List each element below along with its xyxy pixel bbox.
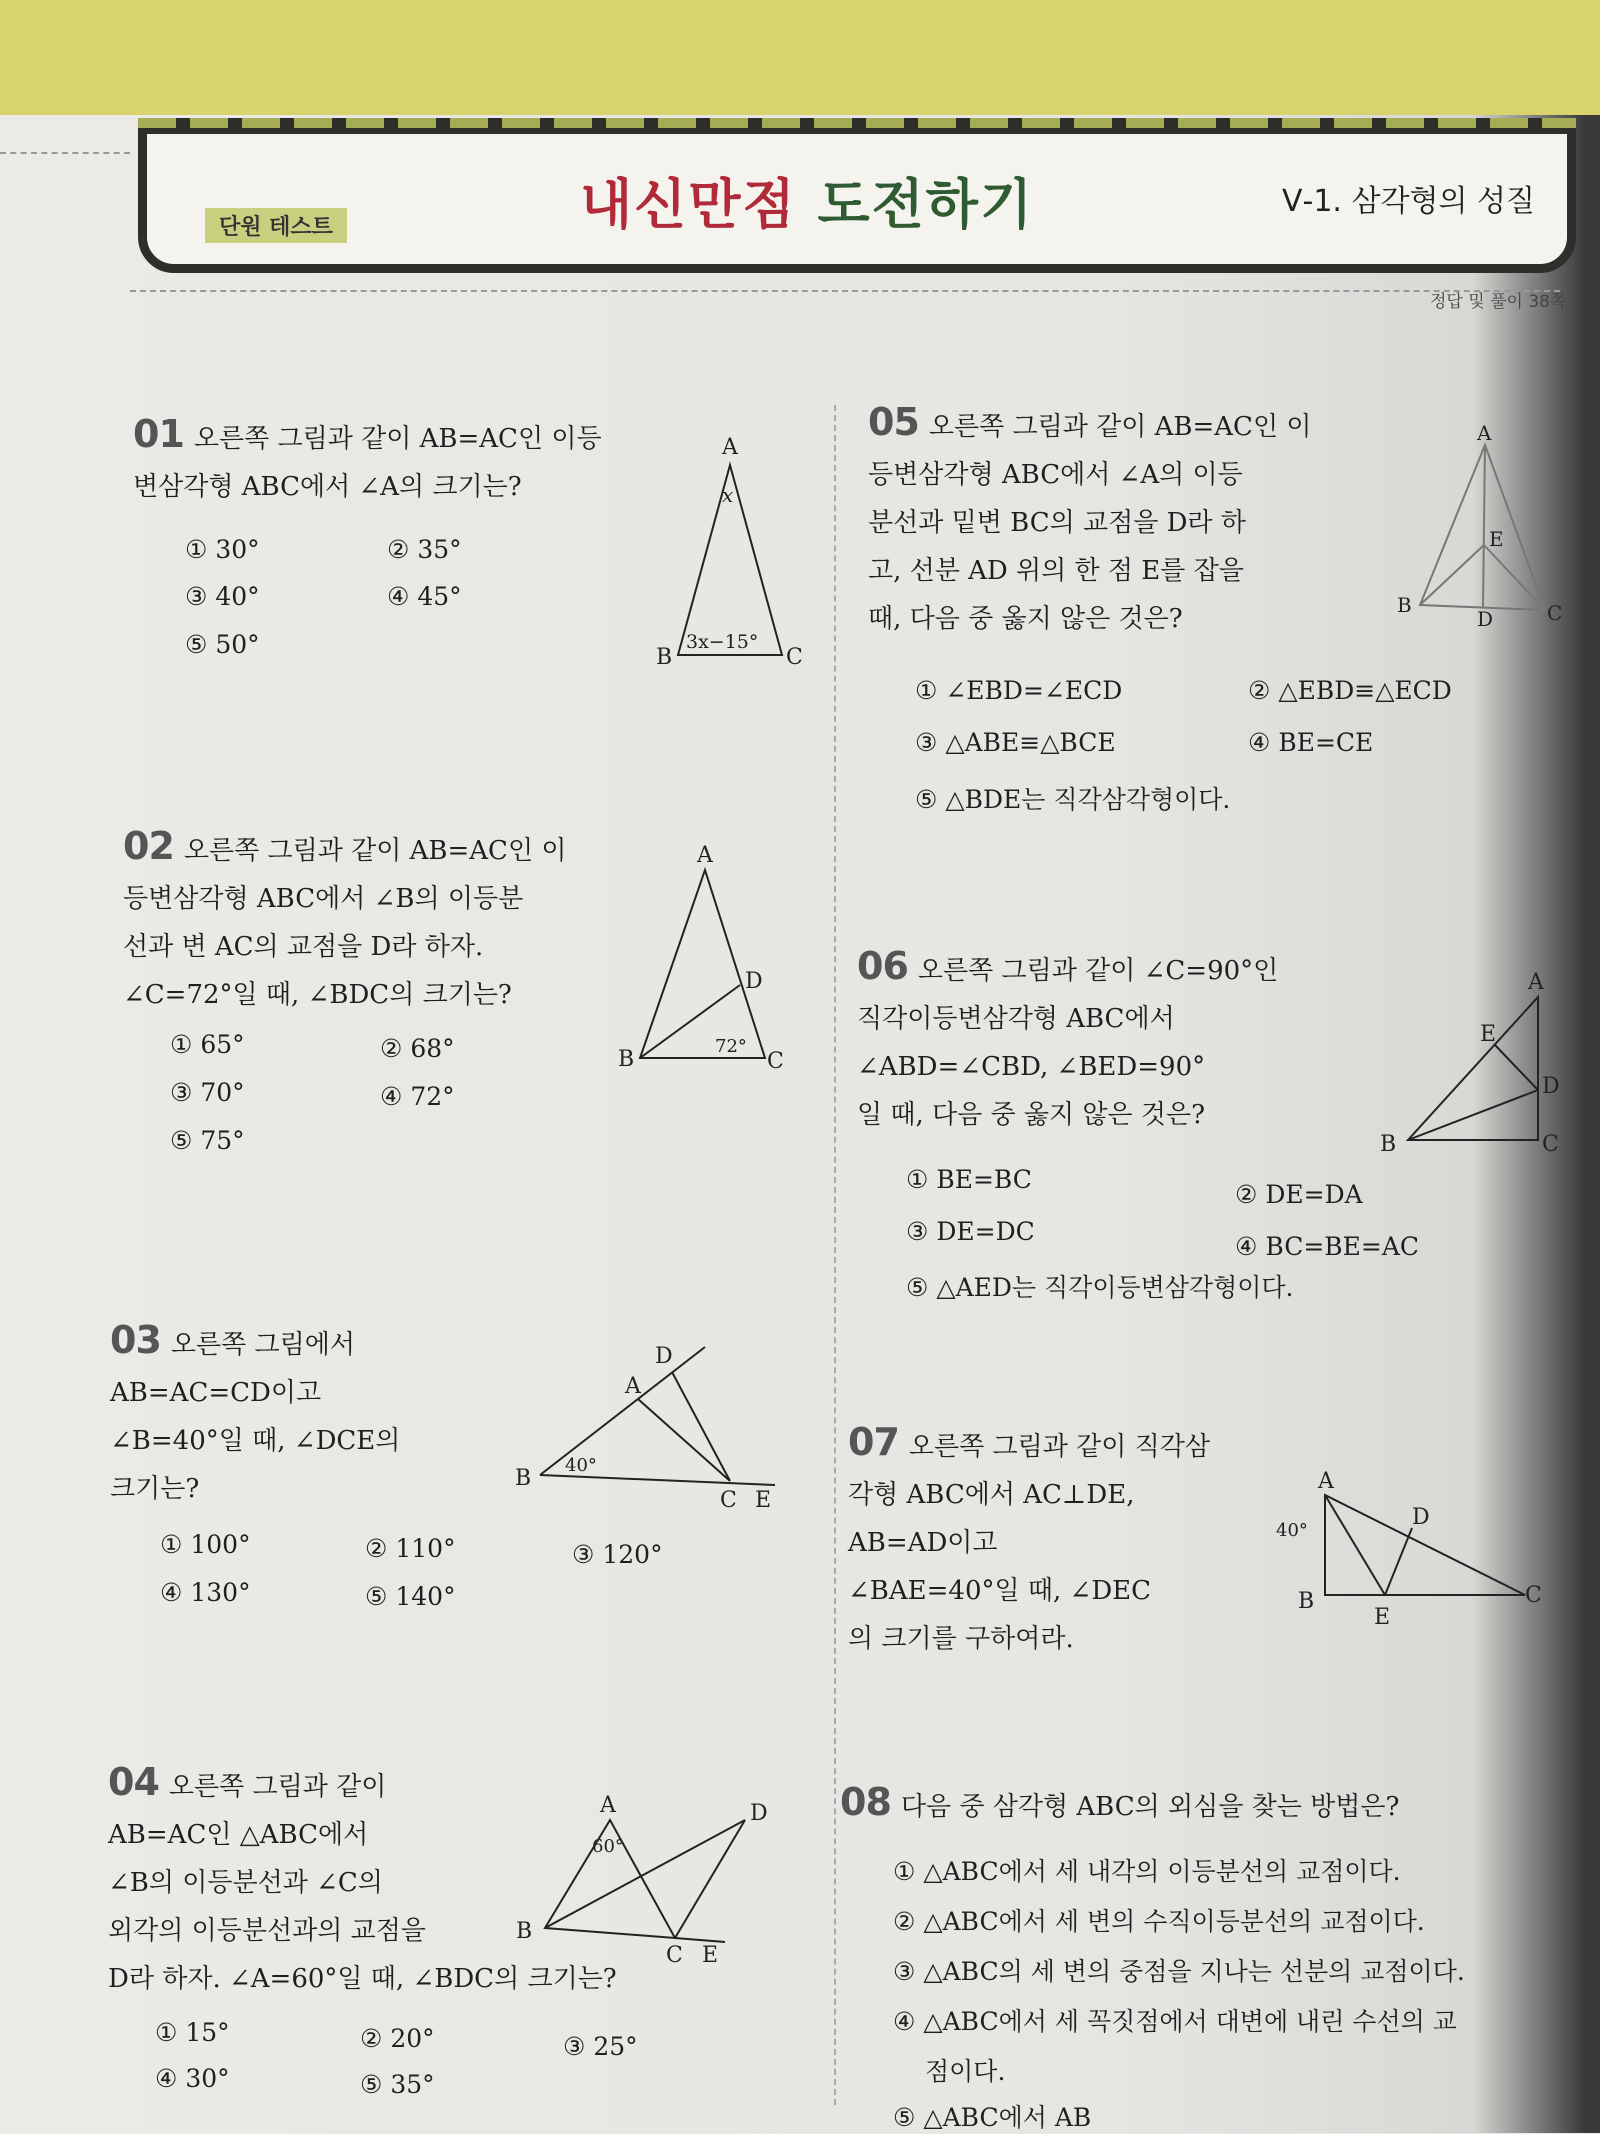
label-angle: 3x−15°: [686, 631, 759, 653]
question-text: 오른쪽 그림과 같이 AB=AC인 이 등변삼각형 ABC에서 ∠B의 이등분 선과 변 AC의 교점을 D라 하자. ∠C=72°일 때, ∠BDC의 크기는?: [123, 836, 567, 1010]
segment-ce: [1484, 545, 1545, 610]
option-4[interactable]: ④ 130°: [160, 1578, 251, 1607]
option-1[interactable]: ① 15°: [155, 2018, 230, 2047]
label-a: A: [697, 843, 713, 868]
option-4[interactable]: ④ 30°: [155, 2064, 230, 2093]
option-4[interactable]: ④ 45°: [387, 582, 462, 611]
option-1[interactable]: ① 100°: [160, 1530, 251, 1559]
option-1[interactable]: ① △ABC에서 세 내각의 이등분선의 교점이다.: [893, 1857, 1401, 1886]
ray-be: [540, 1475, 775, 1485]
option-3[interactable]: ③ 25°: [563, 2032, 638, 2061]
label-c: C: [1547, 601, 1563, 625]
label-angle: 40°: [1276, 1520, 1308, 1541]
question-number: 02: [123, 824, 174, 868]
label-b: B: [515, 1466, 532, 1491]
label-b: B: [516, 1919, 533, 1944]
label-d: D: [1477, 607, 1494, 630]
option-4[interactable]: ④ 72°: [380, 1082, 455, 1111]
option-4[interactable]: ④ BE=CE: [1248, 728, 1374, 757]
question-06: [857, 942, 1377, 1139]
question-number: 05: [868, 400, 919, 444]
label-angle: 60°: [592, 1836, 624, 1857]
figure-q03: [510, 1335, 810, 1515]
label-e: E: [702, 1943, 719, 1968]
question-number: 06: [857, 944, 908, 988]
bisector-bd: [545, 1820, 745, 1928]
option-5[interactable]: ⑤ 35°: [360, 2070, 435, 2099]
question-text: 오른쪽 그림과 같이 ∠C=90°인 직각이등변삼각형 ABC에서 ∠ABD=∠CBD, ∠BED=90° 일 때, 다음 중 옳지 않은 것은?: [857, 956, 1279, 1130]
question-text: 오른쪽 그림과 같이 AB=AC인 △ABC에서 ∠B의 이등분선과 ∠C의 외각의 이등분선과의 교점을 D라 하자. ∠A=60°일 때, ∠BDC의 크기는?: [108, 1772, 617, 1994]
label-c: C: [666, 1943, 683, 1968]
option-4-continued: 점이다.: [925, 2057, 1006, 2086]
label-c: C: [720, 1488, 737, 1513]
question-text: 오른쪽 그림에서 AB=AC=CD이고 ∠B=40°일 때, ∠DCE의 크기는?: [110, 1330, 401, 1504]
question-03: [110, 1316, 490, 1513]
label-c: C: [1542, 1132, 1559, 1157]
question-number: 07: [848, 1420, 899, 1464]
label-a: A: [722, 435, 738, 460]
label-b: B: [1298, 1589, 1315, 1614]
label-c: C: [1525, 1583, 1542, 1608]
label-d: D: [655, 1344, 673, 1369]
left-dash-rule: [0, 152, 130, 154]
title-part-1: 내신만점: [580, 173, 797, 236]
question-number: 01: [133, 412, 184, 456]
option-2[interactable]: ② 68°: [380, 1034, 455, 1063]
option-5[interactable]: ⑤ 50°: [185, 630, 260, 659]
question-07: [848, 1418, 1268, 1663]
option-1[interactable]: ① ∠EBD=∠ECD: [915, 676, 1123, 705]
label-a: A: [1528, 970, 1544, 995]
label-a: A: [1477, 421, 1492, 445]
question-text: 다음 중 삼각형 ABC의 외심을 찾는 방법은?: [900, 1792, 1400, 1822]
label-e: E: [755, 1488, 772, 1513]
question-05: [868, 398, 1388, 643]
option-2[interactable]: ② △ABC에서 세 변의 수직이등분선의 교점이다.: [893, 1907, 1425, 1936]
segment-be: [1420, 545, 1484, 605]
header-stripe: [138, 118, 1576, 128]
label-b: B: [1397, 593, 1412, 617]
label-e: E: [1480, 1022, 1497, 1047]
option-3[interactable]: ③ 70°: [170, 1078, 245, 1107]
perpendicular-de: [1495, 1045, 1538, 1090]
extension-ce: [675, 1938, 725, 1942]
page-title: [580, 162, 1034, 239]
label-a: A: [1318, 1469, 1334, 1494]
segment-cd: [672, 1372, 730, 1481]
option-3[interactable]: ③ 120°: [572, 1540, 663, 1569]
label-e: E: [1374, 1605, 1391, 1630]
label-d: D: [745, 969, 763, 994]
figure-q02: [615, 840, 815, 1080]
option-3[interactable]: ③ DE=DC: [906, 1217, 1035, 1246]
label-d: D: [750, 1801, 768, 1826]
option-5[interactable]: ⑤ △ABC에서 AB: [893, 2103, 1092, 2132]
bisector-bd: [1408, 1090, 1538, 1140]
figure-q06: [1380, 965, 1580, 1165]
option-2[interactable]: ② 20°: [360, 2024, 435, 2053]
unit-test-badge: 단원 테스트: [205, 208, 347, 243]
option-1[interactable]: ① 30°: [185, 535, 260, 564]
label-angle: 72°: [715, 1036, 747, 1057]
label-b: B: [1380, 1132, 1397, 1157]
figure-q04: [510, 1790, 790, 1970]
title-part-2: 도전하기: [817, 173, 1035, 236]
header-dash-rule: [130, 290, 1560, 292]
option-5[interactable]: ⑤ △BDE는 직각삼각형이다.: [915, 785, 1231, 814]
question-number: 04: [108, 1760, 159, 1804]
option-3[interactable]: ③ △ABE≡△BCE: [915, 728, 1116, 757]
label-angle: 40°: [565, 1455, 597, 1476]
question-number: 08: [840, 1780, 891, 1824]
question-text: 오른쪽 그림과 같이 직각삼 각형 ABC에서 AC⊥DE, AB=AD이고 ∠BAE=40°일 때, ∠DEC 의 크기를 구하여라.: [848, 1432, 1210, 1654]
question-02: [123, 822, 623, 1019]
option-1[interactable]: ① BE=BC: [906, 1165, 1032, 1194]
option-2[interactable]: ② DE=DA: [1235, 1180, 1363, 1209]
label-a: A: [625, 1374, 641, 1399]
label-c: C: [786, 645, 803, 670]
option-2[interactable]: ② △EBD≡△ECD: [1248, 676, 1452, 705]
option-5[interactable]: ⑤ △AED는 직각이등변삼각형이다.: [906, 1273, 1294, 1302]
triangle: [640, 870, 765, 1058]
section-heading: Ⅴ-1. 삼각형의 성질: [1282, 184, 1535, 219]
question-text: 오른쪽 그림과 같이 AB=AC인 이등 변삼각형 ABC에서 ∠A의 크기는?: [133, 424, 602, 502]
bisector-ad: [1483, 445, 1485, 608]
segment-ac: [638, 1399, 730, 1481]
question-text: 오른쪽 그림과 같이 AB=AC인 이 등변삼각형 ABC에서 ∠A의 이등 분선과 밑변 BC의 교점을 D라 하 고, 선분 AD 위의 한 점 E를 잡을 때, 다음 중 옳지 않은 것은?: [868, 412, 1312, 634]
top-margin-band: [0, 0, 1600, 115]
label-d: D: [1412, 1505, 1430, 1530]
label-b: B: [656, 645, 673, 670]
option-4[interactable]: ④ △ABC에서 세 꼭짓점에서 대변에 내린 수선의 교: [893, 2007, 1457, 2036]
option-3[interactable]: ③ △ABC의 세 변의 중점을 지나는 선분의 교점이다.: [893, 1957, 1465, 1986]
option-5[interactable]: ⑤ 140°: [365, 1582, 456, 1611]
label-b: B: [618, 1047, 635, 1072]
question-number: 03: [110, 1318, 161, 1362]
column-divider: [834, 405, 836, 2105]
figure-q01: [650, 430, 820, 670]
segment-cd: [675, 1820, 745, 1938]
label-a: A: [600, 1793, 616, 1818]
option-2[interactable]: ② 35°: [387, 535, 462, 564]
option-3[interactable]: ③ 40°: [185, 582, 260, 611]
answer-reference: 정답 및 풀이 38쪽: [1430, 292, 1567, 312]
label-x: x: [722, 483, 734, 507]
option-1[interactable]: ① 65°: [170, 1030, 245, 1059]
label-c: C: [767, 1049, 784, 1074]
figure-q05: [1385, 420, 1565, 630]
option-5[interactable]: ⑤ 75°: [170, 1126, 245, 1155]
option-2[interactable]: ② 110°: [365, 1534, 456, 1563]
label-e: E: [1489, 527, 1504, 551]
question-01: [133, 410, 653, 511]
perpendicular-de: [1385, 1528, 1412, 1595]
option-4[interactable]: ④ BC=BE=AC: [1235, 1232, 1420, 1261]
question-08: [840, 1778, 1560, 1831]
label-d: D: [1542, 1074, 1560, 1099]
figure-q07: [1270, 1460, 1570, 1630]
